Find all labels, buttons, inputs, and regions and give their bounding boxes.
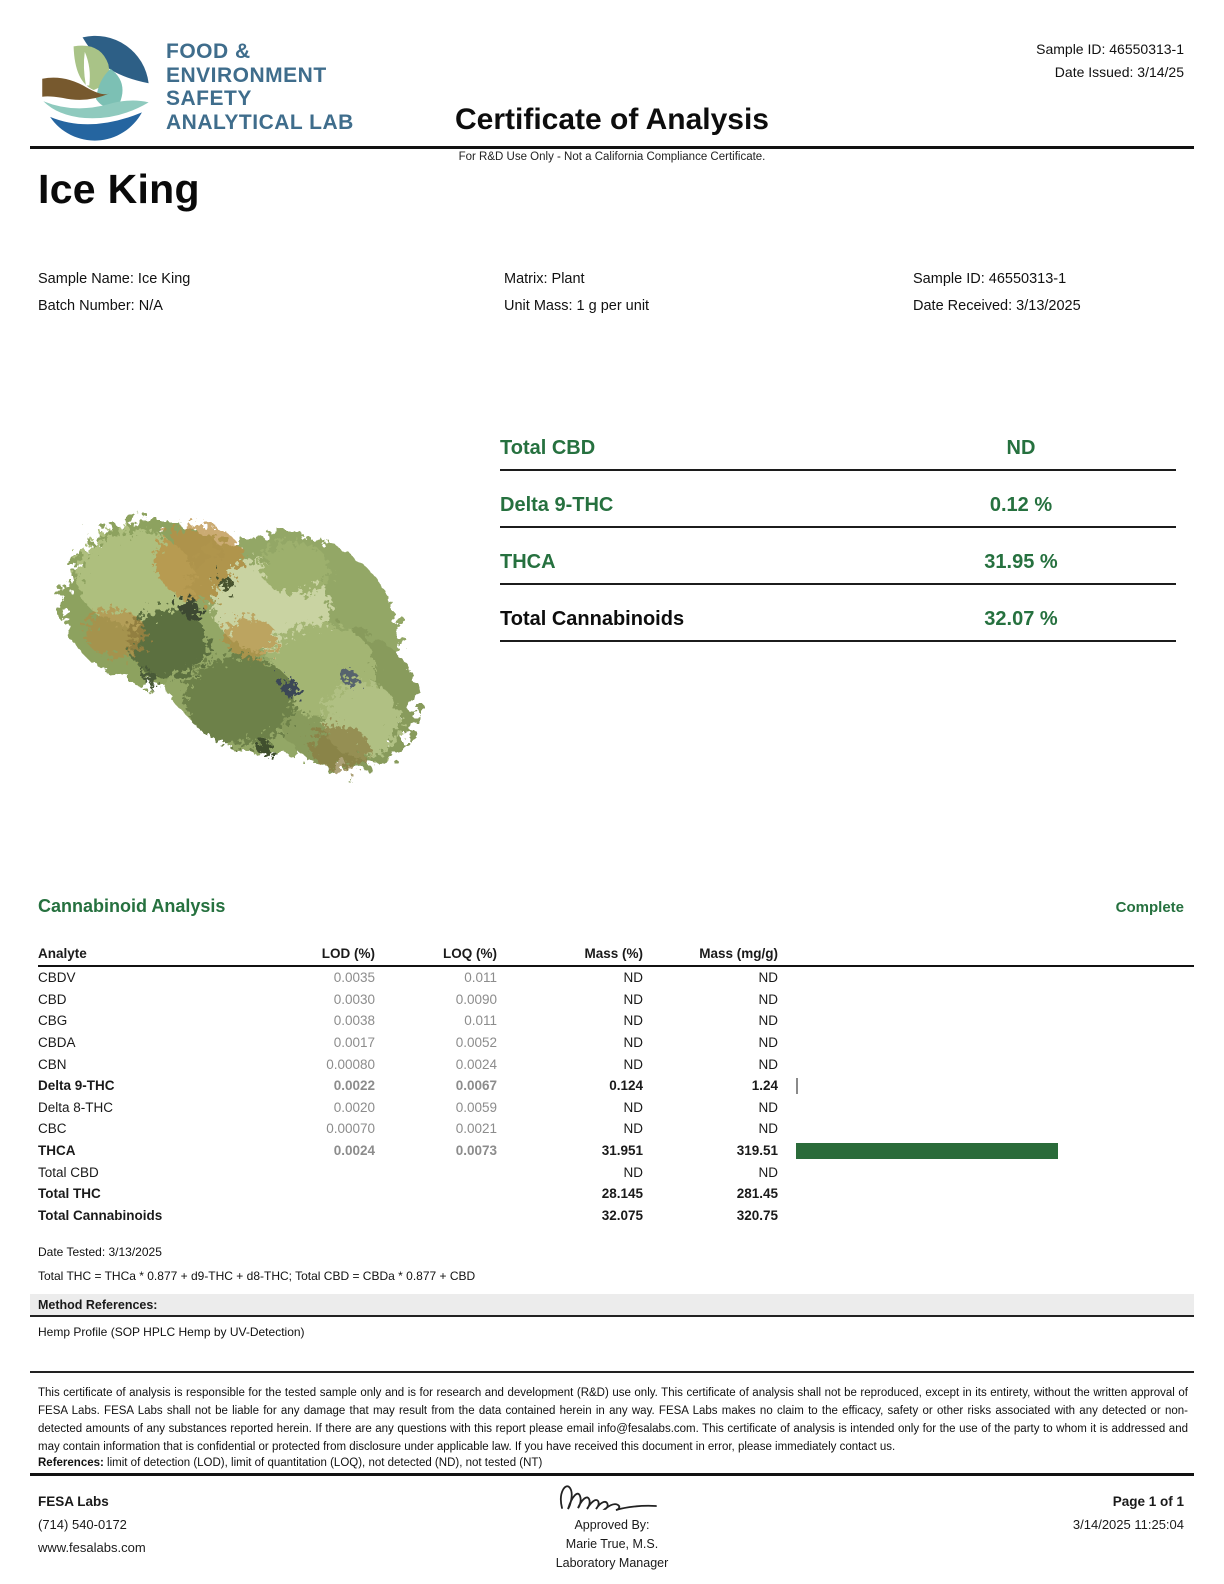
- footer-company-name: FESA Labs: [38, 1494, 109, 1509]
- summary-analyte-value: 32.07 %: [984, 608, 1058, 630]
- signature-image: [552, 1478, 672, 1516]
- mass-mg-cell: 281.45: [736, 1186, 778, 1202]
- lod-cell: 0.0038: [333, 1013, 375, 1029]
- mass-bar-cell: [796, 1161, 1194, 1183]
- lod-cell: 0.0024: [333, 1143, 375, 1159]
- mass-mg-cell: ND: [758, 1164, 778, 1180]
- certificate-title: Certificate of Analysis: [455, 103, 769, 136]
- approved-by-label: Approved By:: [574, 1518, 650, 1532]
- sample-id-text: Sample ID: 46550313-1: [913, 271, 1067, 287]
- summary-analyte-label: Total CBD: [500, 437, 596, 459]
- approver-name: Marie True, M.S.: [565, 1537, 659, 1551]
- lab-name-line: ENVIRONMENT: [166, 63, 327, 87]
- mass-mg-cell: ND: [758, 991, 778, 1007]
- table-row: [38, 1032, 1194, 1054]
- table-row: [38, 1140, 1194, 1162]
- mass-bar-cell: [796, 1097, 1194, 1119]
- page-number: Page 1 of 1: [1112, 1494, 1184, 1509]
- column-header-mass-pct: Mass (%): [584, 945, 643, 961]
- references-label: References:: [38, 1457, 104, 1469]
- table-body: [38, 967, 1194, 1226]
- table-row: [38, 1053, 1194, 1075]
- loq-cell: 0.011: [464, 1013, 497, 1029]
- total-thc-formula-text: Total THC = THCa * 0.877 + d9-THC + d8-THC; Total CBD = CBDa * 0.877 + CBD: [38, 1269, 476, 1283]
- cannabinoid-analysis-title: Cannabinoid Analysis: [38, 896, 226, 916]
- analyte-cell: Delta 9-THC: [38, 1078, 115, 1094]
- footer-website: www.fesalabs.com: [38, 1540, 146, 1555]
- loq-cell: 0.0090: [455, 991, 497, 1007]
- mass-pct-cell: ND: [623, 991, 643, 1007]
- lod-cell: 0.00070: [326, 1121, 375, 1137]
- batch-number-text: Batch Number: N/A: [38, 298, 163, 314]
- method-reference-detail: Hemp Profile (SOP HPLC Hemp by UV-Detection): [38, 1325, 305, 1339]
- table-row: [38, 1118, 1194, 1140]
- header-meta: [1036, 38, 1184, 84]
- date-issued-text: Date Issued: 3/14/25: [1054, 64, 1184, 80]
- table-row: [38, 1075, 1194, 1097]
- summary-analyte-label: THCA: [500, 551, 556, 573]
- footer-phone: (714) 540-0172: [38, 1517, 127, 1532]
- analyte-cell: Total CBD: [38, 1164, 99, 1180]
- summary-row-thca: [500, 528, 1176, 585]
- mass-pct-cell: ND: [623, 1164, 643, 1180]
- analyte-cell: CBDA: [38, 1035, 76, 1051]
- lod-cell: 0.0017: [333, 1035, 375, 1051]
- mass-mg-cell: ND: [758, 1035, 778, 1051]
- mass-bar-cell: [796, 989, 1194, 1011]
- loq-cell: 0.0067: [455, 1078, 497, 1094]
- analyte-cell: Total THC: [38, 1186, 101, 1202]
- cannabis-bud-image: [40, 448, 430, 848]
- mass-pct-cell: 28.145: [601, 1186, 643, 1202]
- lab-name-line: SAFETY: [166, 87, 252, 111]
- lab-name-line: ANALYTICAL LAB: [166, 110, 354, 134]
- summary-row-total-cbd: [500, 414, 1176, 471]
- matrix-text: Matrix: Plant: [504, 271, 585, 287]
- table-row: [38, 989, 1194, 1011]
- approver-title: Laboratory Manager: [555, 1556, 669, 1570]
- table-row: [38, 1183, 1194, 1205]
- loq-cell: 0.0059: [455, 1099, 497, 1115]
- analyte-cell: Total Cannabinoids: [38, 1207, 163, 1223]
- product-photo: [40, 448, 430, 848]
- mass-mg-cell: 1.24: [751, 1078, 778, 1094]
- disclaimer-divider: [30, 1371, 1194, 1373]
- column-header-lod: LOD (%): [321, 945, 375, 961]
- mass-pct-cell: 31.951: [601, 1143, 643, 1159]
- mass-pct-cell: ND: [623, 1056, 643, 1072]
- table-row: [38, 1161, 1194, 1183]
- mass-mg-cell: ND: [758, 1121, 778, 1137]
- mass-pct-cell: ND: [623, 970, 643, 986]
- mass-bar-cell: [796, 1140, 1194, 1162]
- analyte-cell: CBD: [38, 991, 67, 1007]
- product-name-title: Ice King: [38, 166, 200, 212]
- summary-analyte-value: ND: [1006, 437, 1036, 459]
- footer-approval: [0, 1478, 1224, 1573]
- analyte-cell: CBDV: [38, 970, 76, 986]
- loq-cell: 0.0052: [455, 1035, 497, 1051]
- table-row: [38, 1010, 1194, 1032]
- references-definitions: [38, 1457, 542, 1469]
- table-row: [38, 1205, 1194, 1227]
- mass-bar-cell: [796, 1183, 1194, 1205]
- mass-bar-cell: [796, 1053, 1194, 1075]
- lab-name-line: FOOD &: [166, 40, 251, 63]
- cannabinoid-analysis-table: [38, 941, 1194, 1226]
- sample-info-col1: [38, 266, 190, 320]
- analyte-cell: CBC: [38, 1121, 67, 1137]
- loq-cell: 0.0073: [455, 1143, 497, 1159]
- disclaimer-text: This certificate of analysis is responsible for the tested sample only and is for research and development (R&D) use only. This certificate of analysis shall not be reproduced, except in its entirety, without the written approval of FESA Labs. FESA Labs shall not be liable for any damage that may result from the data contained herein in any way. FESA Labs makes no claim to the efficacy, safety or other risks associated with any detected or non-detected amounts of any substances reported herein. If there are any questions with this report please email info@fesalabs.com. This certificate of analysis is intended only for the use of the party to whom it is addressed and may contain information that is confidential or protected from disclosure under applicable law. If you have received this document in error, please immediately contact us.: [38, 1387, 1188, 1454]
- table-row: [38, 1097, 1194, 1119]
- references-text: limit of detection (LOD), limit of quantitation (LOQ), not detected (ND), not tested (NT): [103, 1457, 543, 1469]
- mass-bar-cell: [796, 967, 1194, 989]
- mass-pct-cell: ND: [623, 1121, 643, 1137]
- sample-name-text: Sample Name: Ice King: [38, 271, 191, 287]
- analysis-status-badge: Complete: [1115, 899, 1184, 916]
- footer-divider: [30, 1473, 1194, 1476]
- analyte-cell: CBN: [38, 1056, 67, 1072]
- mass-mg-cell: ND: [758, 970, 778, 986]
- mass-pct-cell: 0.124: [609, 1078, 643, 1094]
- sample-id-text: Sample ID: 46550313-1: [1036, 41, 1184, 57]
- loq-cell: 0.0024: [455, 1056, 497, 1072]
- analyte-cell: Delta 8-THC: [38, 1099, 114, 1115]
- mass-bar-cell: [796, 1010, 1194, 1032]
- loq-cell: 0.011: [464, 970, 497, 986]
- sample-info-col3: [913, 266, 1081, 320]
- mass-bar-cell: [796, 1075, 1194, 1097]
- lod-cell: 0.0030: [333, 991, 375, 1007]
- mass-pct-cell: 32.075: [601, 1207, 643, 1223]
- summary-row-delta9-thc: [500, 471, 1176, 528]
- summary-row-total-cannabinoids: [500, 585, 1176, 642]
- table-header-row: [38, 941, 1194, 967]
- summary-analyte-label: Total Cannabinoids: [500, 608, 685, 630]
- mass-pct-cell: ND: [623, 1013, 643, 1029]
- mass-mg-cell: ND: [758, 1099, 778, 1115]
- footer-page-info: [1073, 1490, 1184, 1536]
- unit-mass-text: Unit Mass: 1 g per unit: [504, 298, 650, 314]
- lod-cell: 0.0020: [333, 1099, 375, 1115]
- mass-mg-cell: ND: [758, 1013, 778, 1029]
- lod-cell: 0.00080: [326, 1056, 375, 1072]
- date-tested-text: Date Tested: 3/13/2025: [38, 1245, 162, 1259]
- mass-bar: [796, 1078, 798, 1094]
- summary-analyte-value: 31.95 %: [984, 551, 1058, 573]
- mass-pct-cell: ND: [623, 1035, 643, 1051]
- method-references-header: Method References:: [30, 1294, 1194, 1317]
- mass-bar-cell: [796, 1032, 1194, 1054]
- header-divider: [30, 146, 1194, 149]
- lod-cell: 0.0035: [333, 970, 375, 986]
- column-header-analyte: Analyte: [38, 945, 87, 961]
- lod-cell: 0.0022: [333, 1078, 375, 1094]
- table-row: [38, 967, 1194, 989]
- loq-cell: 0.0021: [455, 1121, 497, 1137]
- mass-bar-cell: [796, 1118, 1194, 1140]
- analyte-cell: THCA: [38, 1143, 76, 1159]
- summary-analyte-label: Delta 9-THC: [500, 494, 614, 516]
- summary-analyte-value: 0.12 %: [989, 494, 1053, 516]
- mass-mg-cell: 319.51: [736, 1143, 778, 1159]
- column-header-mass-mg: Mass (mg/g): [699, 945, 778, 961]
- date-received-text: Date Received: 3/13/2025: [913, 298, 1081, 314]
- certificate-subtitle: For R&D Use Only - Not a California Compliance Certificate.: [458, 151, 766, 163]
- mass-bar-cell: [796, 1205, 1194, 1227]
- print-timestamp: 3/14/2025 11:25:04: [1072, 1517, 1184, 1532]
- column-header-loq: LOQ (%): [443, 945, 497, 961]
- analyte-cell: CBG: [38, 1013, 68, 1029]
- mass-pct-cell: ND: [623, 1099, 643, 1115]
- potency-summary-table: [500, 414, 1176, 642]
- mass-mg-cell: 320.75: [736, 1207, 778, 1223]
- sample-info-col2: [504, 266, 649, 320]
- mass-bar: [796, 1143, 1058, 1159]
- mass-mg-cell: ND: [758, 1056, 778, 1072]
